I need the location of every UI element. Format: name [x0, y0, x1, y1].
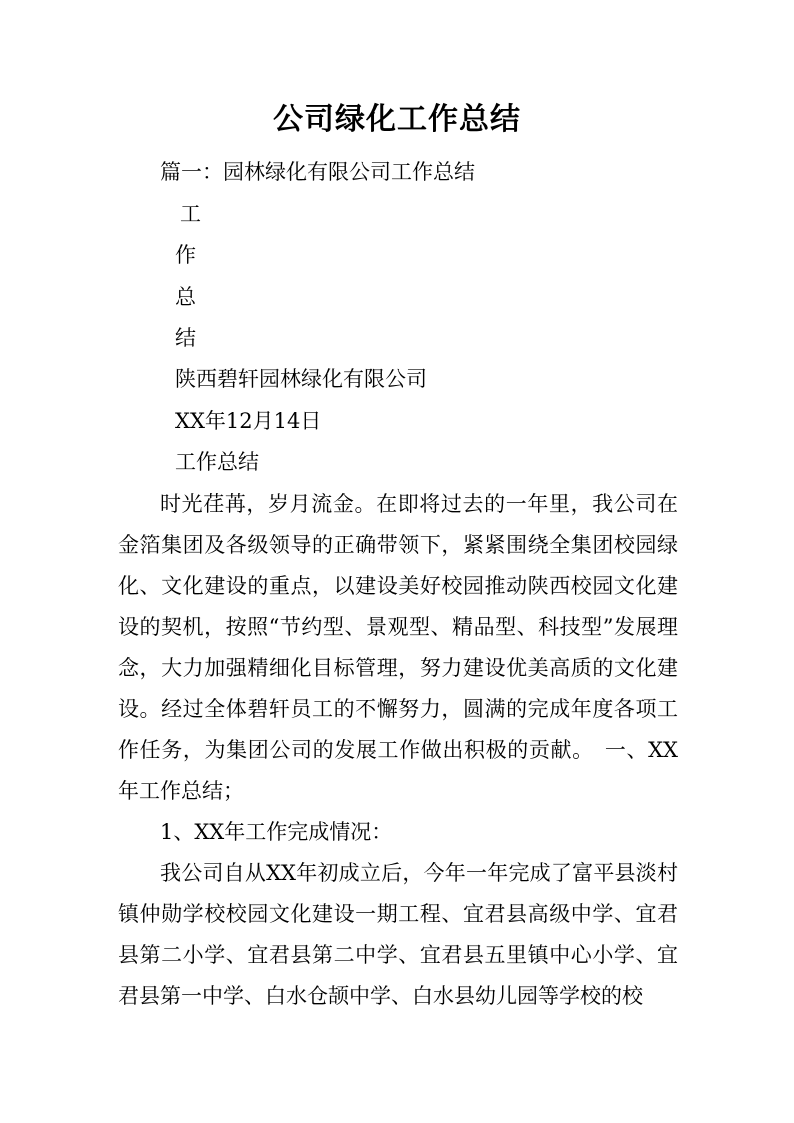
vertical-char-3: 总: [175, 285, 196, 309]
company-name: 陕西碧轩园林绿化有限公司: [175, 367, 427, 391]
vertical-char-2: 作: [175, 243, 196, 267]
paragraph-1: 时光荏苒，岁月流金。在即将过去的一年里，我公司在金箔集团及各级领导的正确带领下，紧紧围绕全集团校园绿化、文化建设的重点，以建设美好校园推动陕西校园文化建设的契机，按照“节约型、景观型、精品型、科技型”发展理念，大力加强精细化目标管理，努力建设优美高质的文化建设。经过全体碧轩员工的不懈努力，圆满的完成年度各项工作任务，为集团公司的发展工作做出积极的贡献。 一、XX年工作总结；: [118, 492, 678, 803]
item-1: 1、XX年工作完成情况：: [160, 820, 393, 844]
vertical-char-1: 工: [180, 202, 201, 226]
body-text: [118, 484, 678, 1017]
paragraph-2: 我公司自从XX年初成立后，今年一年完成了富平县淡村镇仲勋学校校园文化建设一期工程、宜君县高级中学、宜君县第二小学、宜君县第二中学、宜君县五里镇中心小学、宜君县第一中学、白水仓颉中学、白水县幼儿园等学校的校: [118, 861, 678, 1008]
document-subtitle: 篇一：园林绿化有限公司工作总结: [160, 160, 475, 184]
section-heading: 工作总结: [175, 450, 259, 474]
document-title: 公司绿化工作总结: [273, 102, 521, 137]
vertical-char-4: 结: [175, 326, 196, 350]
document-date: XX年12月14日: [175, 409, 322, 433]
